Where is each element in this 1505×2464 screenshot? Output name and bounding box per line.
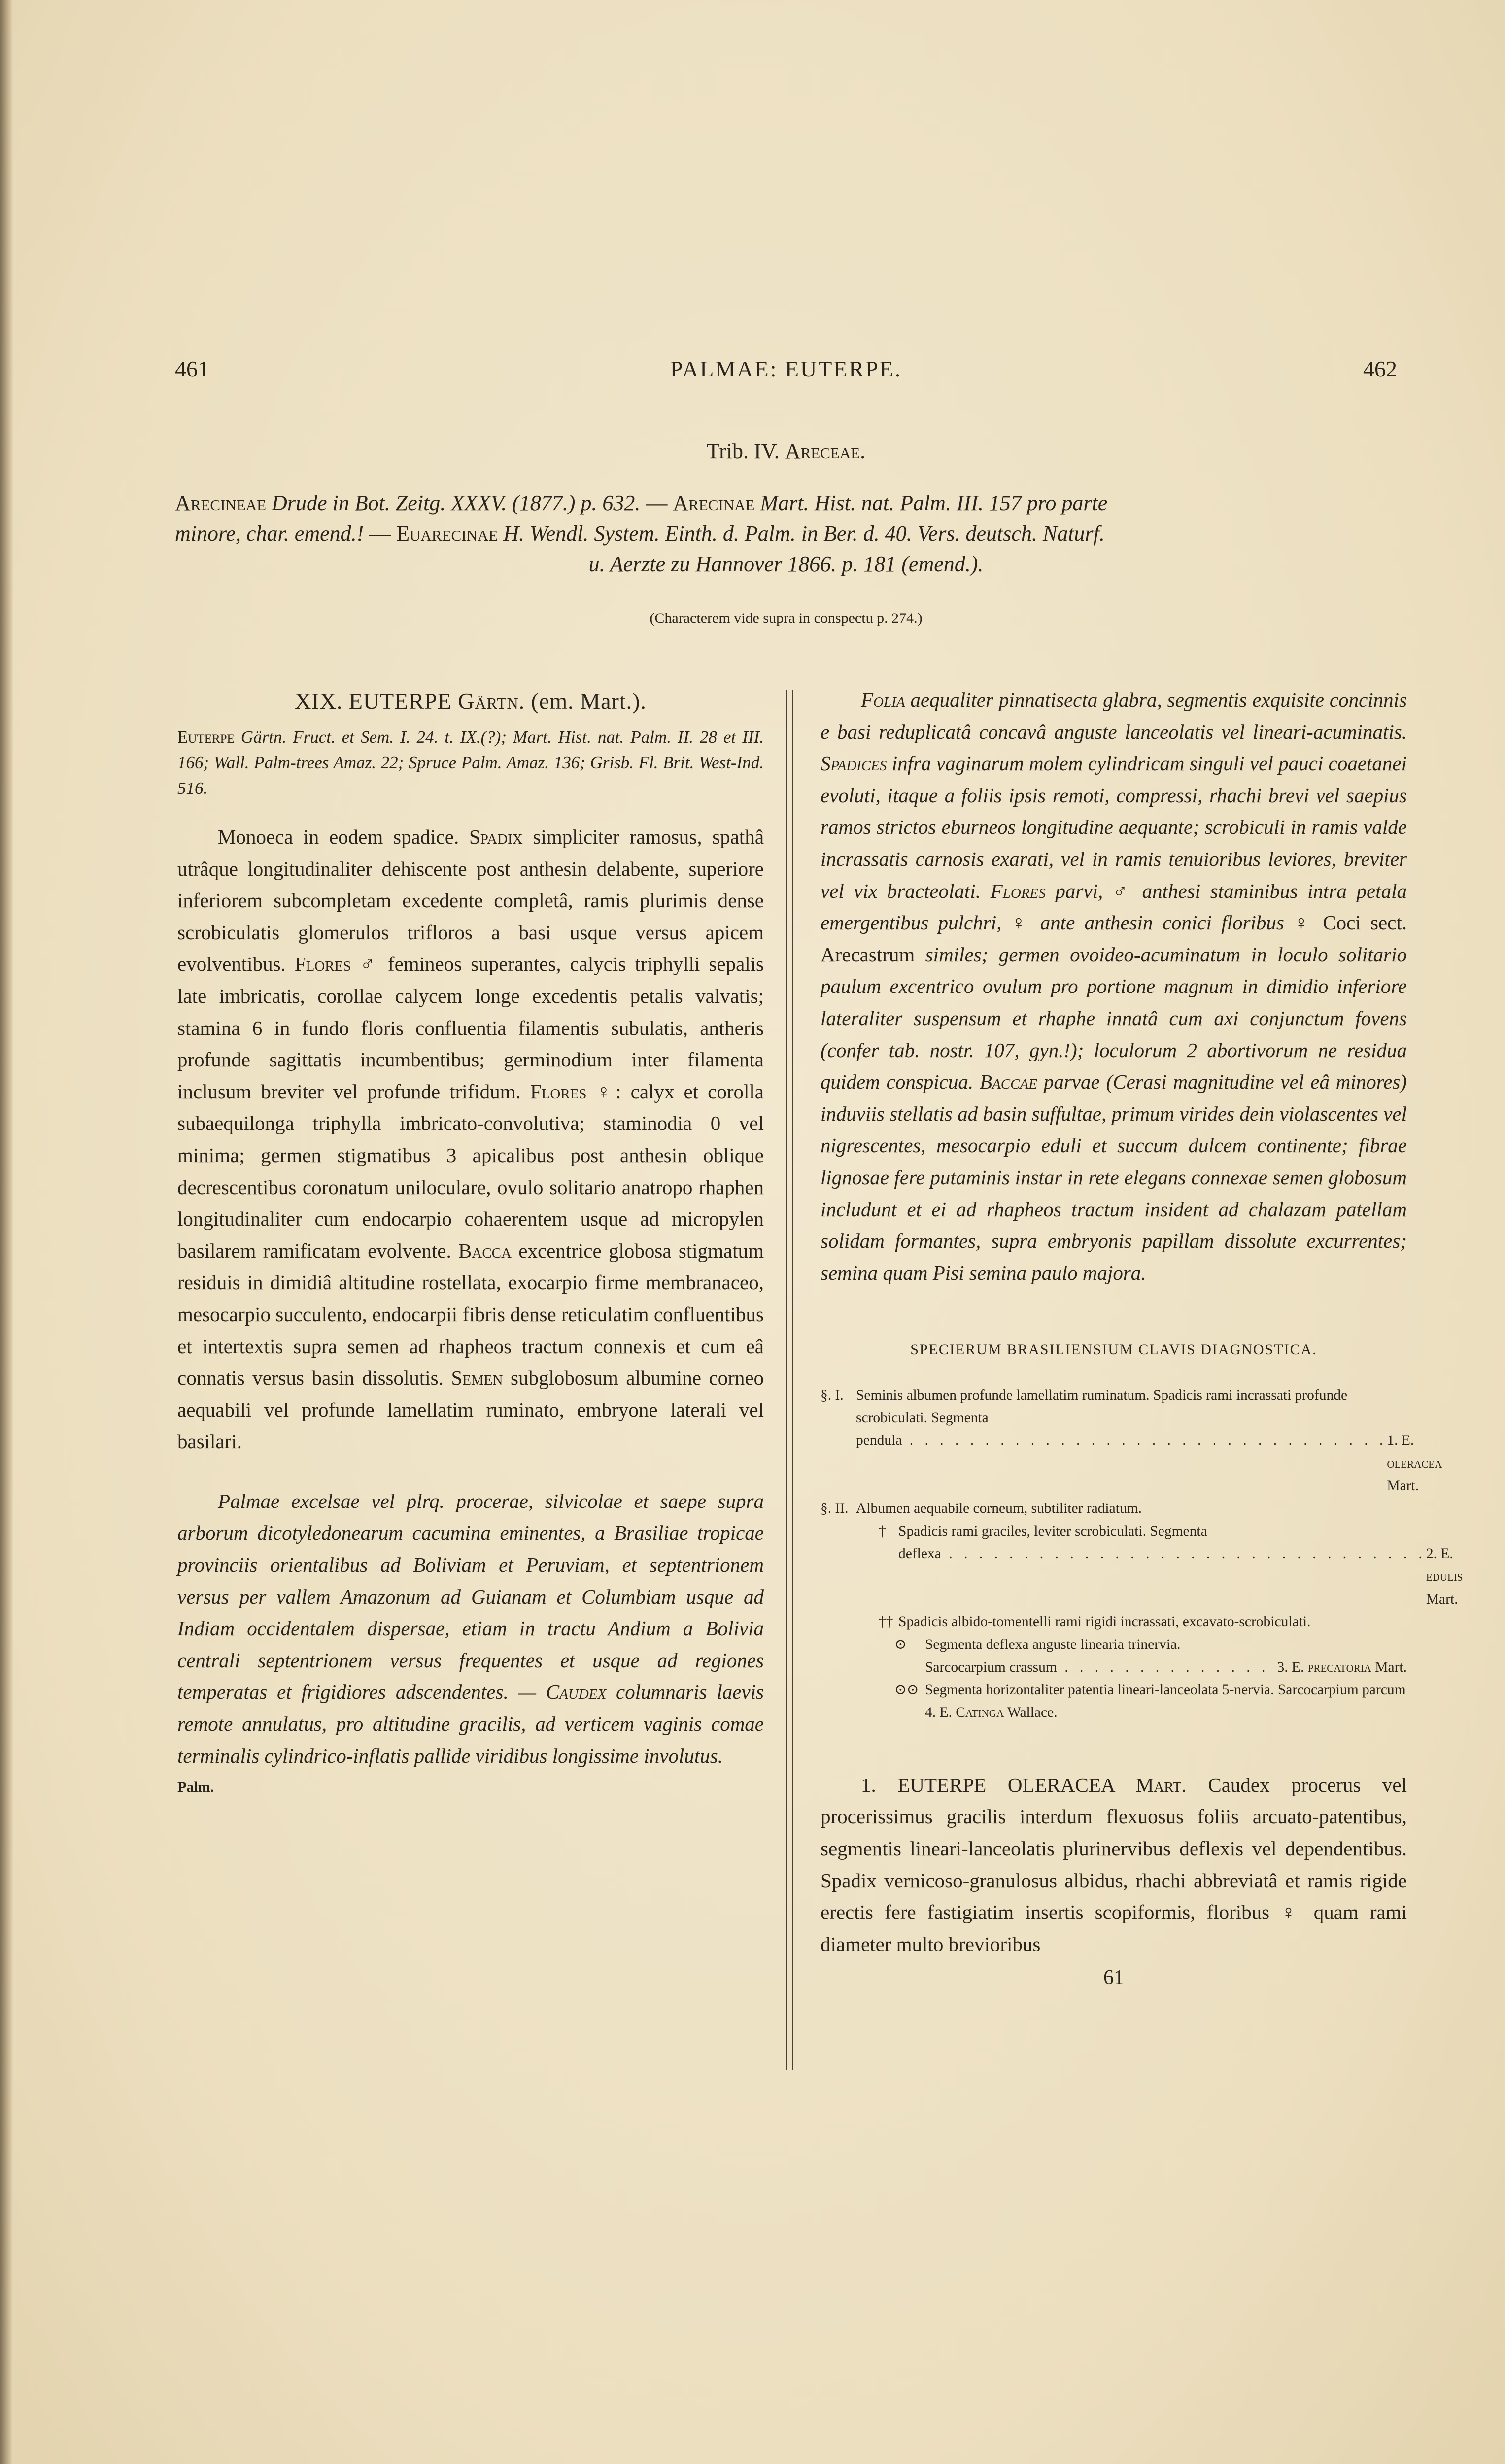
tribe-label: Trib. IV. bbox=[706, 439, 780, 463]
key-label: §. II. bbox=[821, 1500, 849, 1516]
species-text: Caudex procerus vel procerissimus gracilis interdum flexuosus foliis arcuato-patentibus, segmentis lineari-lanceolatis plurinervibus deflexis vel dependentibus. Spadix vernicoso-granulosus albidus, rhachi abbreviatâ et ramis rigide erectis fere fastigiatim insertis scopiformis, floribus ♀ quam rami diameter multo brevioribus bbox=[821, 1773, 1407, 1955]
genus-emend: (em. Mart.). bbox=[531, 688, 647, 714]
genus-heading bbox=[177, 684, 764, 719]
key-text: Segmenta horizontaliter patentia lineari-lanceolata 5-nervia. Sarcocarpium parcum 4. E. Catinga Wallace. bbox=[925, 1681, 1406, 1720]
desc-label: Folia bbox=[861, 688, 905, 711]
key-result: 1. E. oleracea Mart. bbox=[1387, 1432, 1442, 1494]
key-text: Albumen aequabile corneum, subtiliter radiatum. bbox=[856, 1500, 1142, 1516]
desc-text: simpliciter ramosus, spathâ utrâque longitudinaliter dehiscente post anthesin delabente, superiore inferiorem subcompletam excedente completâ, ramis plurimis dense scrobiculatis glomerulos trifloros a basi usque versus apicem evolventibus. bbox=[177, 825, 764, 976]
species-entry bbox=[821, 1769, 1407, 1960]
desc-text: calyx et corolla subaequilonga triphylla imbricato-convolutiva; staminodia 0 vel minima; germen stigmatibus 3 apicalibus post anthesin oblique decrescentibus coronatum uniloculare, ovulo solitario anatropo rhaphen longitudinaliter cum endocarpio cohaerentem usque ad micropylen basilarem ramificatam evolvente. bbox=[177, 1080, 764, 1262]
leader-dots: . . . . . . . . . . . . . . . . . . . . . . . . . . . . . . . . bbox=[902, 1432, 1387, 1448]
key-result-line bbox=[821, 1429, 1442, 1497]
key-label: ⊙ bbox=[894, 1636, 907, 1652]
syn-separator: — bbox=[369, 521, 391, 546]
key-entry bbox=[821, 1520, 1407, 1542]
key-text: Segmenta deflexa anguste linearia trinervia. bbox=[925, 1636, 1181, 1652]
folio-number: 61 bbox=[1103, 1966, 1124, 1989]
desc-text: parvae (Cerasi magnitudine vel eâ minores) induviis stellatis ad basin suffultae, primum virides dein violascentes vel nigrescentes, mesocarpio eduli et succum dulcem continente; fibrae lignosae fere putaminis instar in rete elegans connexae semen globosum includunt et ei ad rhapheos tractum insident ad chalazam patellam solidam formantes, supra embryonis papillam dissolute excurrentes; semina quam Pisi semina paulo majora. bbox=[821, 1070, 1407, 1284]
syn-name: Arecinae bbox=[673, 491, 755, 515]
key-result: 2. E. edulis Mart. bbox=[1426, 1545, 1463, 1607]
species-name: EUTERPE OLERACEA bbox=[897, 1773, 1115, 1796]
genus-synonymy bbox=[177, 724, 764, 801]
key-entry bbox=[821, 1678, 1407, 1724]
left-column bbox=[177, 684, 764, 1804]
desc-text: infra vaginarum molem cylindricam singuli vel pauci coaetanei evoluti, itaque a foliis ipsis remoti, compressi, rhachi brevi vel saepius ramos strictos eburneos longitudine aequante; scrobiculi in ramis valde incrassatis carnosis exarati, vel in ramis tenuioribus leviores, breviter vel vix bracteolati. bbox=[821, 752, 1407, 902]
key-label: † bbox=[879, 1523, 886, 1539]
habitat-paragraph bbox=[177, 1485, 764, 1772]
key-entry bbox=[821, 1610, 1407, 1633]
genus-syn-text: Gärtn. Fruct. et Sem. I. 24. t. IX.(?); Mart. Hist. nat. Palm. II. 28 et III. 166; Wall. Palm-trees Amaz. 22; Spruce Palm. Amaz. 136; Grisb. Fl. Brit. West-Ind. 516. bbox=[177, 727, 764, 798]
key-label: §. I. bbox=[821, 1387, 844, 1403]
syn-separator: — bbox=[646, 491, 668, 515]
genus-syn-name: Euterpe bbox=[177, 727, 235, 747]
syn-name: Euarecinae bbox=[396, 521, 498, 546]
syn-ref: minore, char. emend.! bbox=[175, 521, 364, 546]
species-number: 1. bbox=[861, 1773, 876, 1796]
running-header bbox=[175, 356, 1397, 395]
desc-text: subglobosum albumine corneo aequabili vel profunde lamellatim ruminato, embryone laterali vel basilari. bbox=[177, 1367, 764, 1453]
tribe-heading bbox=[175, 439, 1397, 464]
syn-name: Arecineae bbox=[175, 491, 267, 515]
caudex-text: columnaris laevis remote annulatus, pro altitudine gracilis, ad verticem vaginis comae terminalis cylindrico-inflatis pallide viridibus longissime involutus. bbox=[177, 1680, 764, 1767]
key-text: Spadicis rami graciles, leviter scrobiculati. Segmenta bbox=[898, 1523, 1207, 1539]
desc-label: Baccae bbox=[980, 1070, 1037, 1094]
genus-description bbox=[177, 821, 764, 1458]
key-entry bbox=[821, 1497, 1407, 1520]
genus-author: Gärtn. bbox=[458, 688, 525, 714]
genus-name: EUTERPE bbox=[348, 688, 452, 714]
key-text: deflexa bbox=[898, 1545, 941, 1562]
genus-number: XIX. bbox=[295, 688, 343, 714]
key-result: 4. E. Catinga Wallace. bbox=[925, 1704, 1058, 1720]
desc-text: femineos superantes, calycis triphylli sepalis late imbricatis, corollae calycem longe excedentis petalis valvatis; stamina 6 in fundo floris confluentia filamentis subulatis, antheris profunde sagittatis incumbentibus; germinodium inter filamenta inclusum breviter vel profunde trifidum. bbox=[177, 953, 764, 1103]
clavis-title: SPECIERUM BRASILIENSIUM CLAVIS DIAGNOSTICA. bbox=[910, 1341, 1317, 1358]
desc-label: Flores ♂ bbox=[294, 953, 379, 976]
key-label: †† bbox=[879, 1613, 893, 1630]
key-entry bbox=[821, 1633, 1407, 1656]
desc-label: Semen bbox=[451, 1367, 503, 1390]
clavis-key bbox=[821, 1384, 1463, 1724]
key-text: Spadicis albido-tomentelli rami rigidi incrassati, excavato-scrobiculati. bbox=[898, 1613, 1311, 1630]
binding-edge bbox=[0, 0, 13, 2464]
syn-ref: u. Aerzte zu Hannover 1866. p. 181 (emend.). bbox=[588, 552, 984, 576]
desc-label: Spadices bbox=[821, 752, 887, 775]
desc-text: Coci sect. bbox=[1323, 911, 1407, 934]
page-number-right: 462 bbox=[1363, 356, 1397, 381]
caudex-label: Caudex bbox=[546, 1680, 607, 1704]
right-column bbox=[821, 684, 1463, 1994]
key-result-line bbox=[821, 1656, 1407, 1678]
desc-label: Flores bbox=[990, 879, 1046, 902]
key-label: ⊙⊙ bbox=[894, 1681, 919, 1698]
signature-mark: Palm. bbox=[177, 1779, 214, 1796]
tribe-name: Areceae. bbox=[785, 439, 866, 463]
desc-text: excentrice globosa stigmatum residuis in dimidiâ altitudine rostellata, exocarpio firme membranaceo, mesocarpio succulento, endocarpii fibris dense reticulatim confluentibus et intertextis supra semen ad rhapheos tractum connexis et cum eâ connatis versus basin dissolutis. bbox=[177, 1239, 764, 1390]
key-entry bbox=[821, 1384, 1407, 1429]
character-note: (Characterem vide supra in conspectu p. 274.) bbox=[650, 610, 923, 626]
desc-text: similes; germen ovoideo-acuminatum in loculo solitario paulum excentrico ovulum pro portione magnum in dimidio inferiore lateraliter suspensum et rhaphe innatâ cum axi conjunctum fovens (confer tab. nostr. 107, gyn.!); loculorum 2 abortivorum ne residua quidem conspicua. bbox=[821, 943, 1407, 1094]
species-author: Mart. bbox=[1135, 1773, 1187, 1796]
desc-text: parvi, ♂ anthesi staminibus intra petala emergentibus pulchri, ♀ ante anthesin conici floribus ♀ bbox=[821, 879, 1407, 934]
key-result: 3. E. precatoria Mart. bbox=[1277, 1659, 1407, 1675]
key-text: Seminis albumen profunde lamellatim ruminatum. Spadicis rami incrassati profunde scrobiculati. Segmenta bbox=[856, 1387, 1348, 1426]
syn-ref: Drude in Bot. Zeitg. XXXV. (1877.) p. 632. bbox=[272, 491, 641, 515]
desc-label: Bacca bbox=[458, 1239, 512, 1262]
desc-text: Arecastrum bbox=[821, 943, 915, 966]
syn-ref: H. Wendl. System. Einth. d. Palm. in Ber. d. 40. Vers. deutsch. Naturf. bbox=[503, 521, 1105, 546]
key-result-line bbox=[821, 1542, 1463, 1610]
running-title: PALMAE: EUTERPE. bbox=[670, 356, 902, 381]
desc-text: aequaliter pinnatisecta glabra, segmentis exquisite concinnis e basi reduplicatâ concavâ anguste lanceolatis vel lineari-acuminatis. bbox=[821, 688, 1407, 743]
desc-label: Flores ♀: bbox=[530, 1080, 621, 1103]
syn-ref: Mart. Hist. nat. Palm. III. 157 pro parte bbox=[760, 491, 1108, 515]
folia-paragraph bbox=[821, 684, 1407, 1289]
leader-dots: . . . . . . . . . . . . . . . . . . . . . . . . . . . . . . . . bbox=[941, 1545, 1426, 1562]
key-text: pendula bbox=[856, 1432, 902, 1448]
desc-text: Monoeca in eodem spadice. bbox=[218, 825, 459, 848]
leader-dots: . . . . . . . . . . . . . . bbox=[1057, 1659, 1269, 1675]
column-divider bbox=[786, 690, 793, 2070]
desc-label: Spadix bbox=[469, 825, 523, 848]
tribe-synonymy bbox=[175, 488, 1397, 580]
page-number-left: 461 bbox=[175, 356, 209, 381]
key-text: Sarcocarpium crassum bbox=[925, 1659, 1057, 1675]
habitat-text: Palmae excelsae vel plrq. procerae, silvicolae et saepe supra arborum dicotyledonearum cacumina eminentes, a Brasiliae tropicae provinciis orientalibus ad Boliviam et Peruviam, et septentrionem versus per vallem Amazonum ad Guianam et Columbiam usque ad Indiam occidentalem dispersae, etiam in tractu Andium a Bolivia centrali septentrionem versus frequentes et usque ad regiones temperatas et frigidiores adscendentes. — bbox=[177, 1489, 764, 1704]
